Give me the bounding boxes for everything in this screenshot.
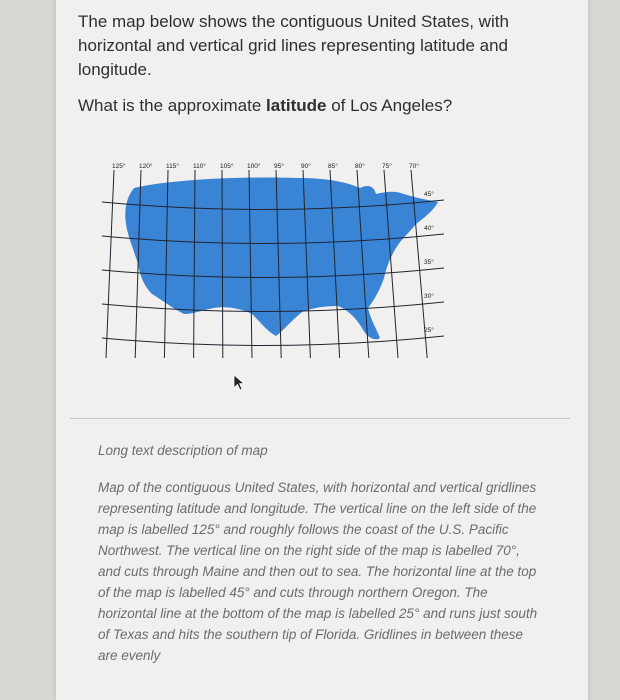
longitude-label: 75° bbox=[382, 163, 392, 170]
map-description bbox=[98, 440, 538, 666]
longitude-line bbox=[106, 170, 114, 358]
latitude-line bbox=[102, 336, 444, 346]
us-land bbox=[125, 177, 438, 339]
prompt-bold: latitude bbox=[266, 96, 327, 115]
longitude-label: 95° bbox=[274, 163, 284, 170]
latitude-label: 35° bbox=[424, 259, 434, 266]
question-text bbox=[78, 10, 548, 130]
longitude-label: 100° bbox=[247, 163, 261, 170]
longitude-label: 125° bbox=[112, 163, 126, 170]
longitude-labels bbox=[112, 162, 419, 170]
section-divider bbox=[70, 418, 570, 419]
longitude-label: 85° bbox=[328, 163, 338, 170]
latitude-label: 40° bbox=[424, 225, 434, 232]
question-intro: The map below shows the contiguous United States, with horizontal and vertical grid lines representing latitude and longitude. bbox=[78, 12, 509, 79]
longitude-label: 110° bbox=[193, 163, 206, 170]
map-svg bbox=[98, 158, 450, 398]
prompt-before: What is the approximate bbox=[78, 96, 267, 115]
description-heading[interactable]: Long text description of map bbox=[98, 443, 268, 458]
longitude-label: 115° bbox=[166, 163, 179, 170]
latitude-label: 45° bbox=[424, 191, 434, 198]
us-grid-map bbox=[98, 158, 450, 398]
longitude-label: 80° bbox=[355, 163, 365, 170]
longitude-label: 120° bbox=[139, 163, 153, 170]
question-prompt bbox=[78, 94, 548, 118]
longitude-label: 70° bbox=[409, 163, 419, 170]
latitude-label: 30° bbox=[424, 293, 434, 300]
latitude-label: 25° bbox=[424, 327, 434, 334]
mouse-cursor-icon bbox=[233, 374, 247, 392]
longitude-label: 90° bbox=[301, 163, 311, 170]
description-text: Map of the contiguous United States, with horizontal and vertical gridlines representing latitude and longitude. The vertical line on the left side of the map is labelled 125° and roughly follows the coast of the U.S. Pacific Northwest. The vertical line on the right side of the map is labelled 70°, and cuts through Maine and then out to sea. The horizontal line at the top of the map is labelled 45° and cuts through northern Oregon. The horizontal line at the bottom of the map is labelled 25° and runs just south of Texas and hits the southern tip of Florida. Gridlines in between these are evenly bbox=[98, 480, 538, 663]
prompt-after: of Los Angeles? bbox=[326, 96, 453, 115]
longitude-label: 105° bbox=[220, 163, 234, 170]
